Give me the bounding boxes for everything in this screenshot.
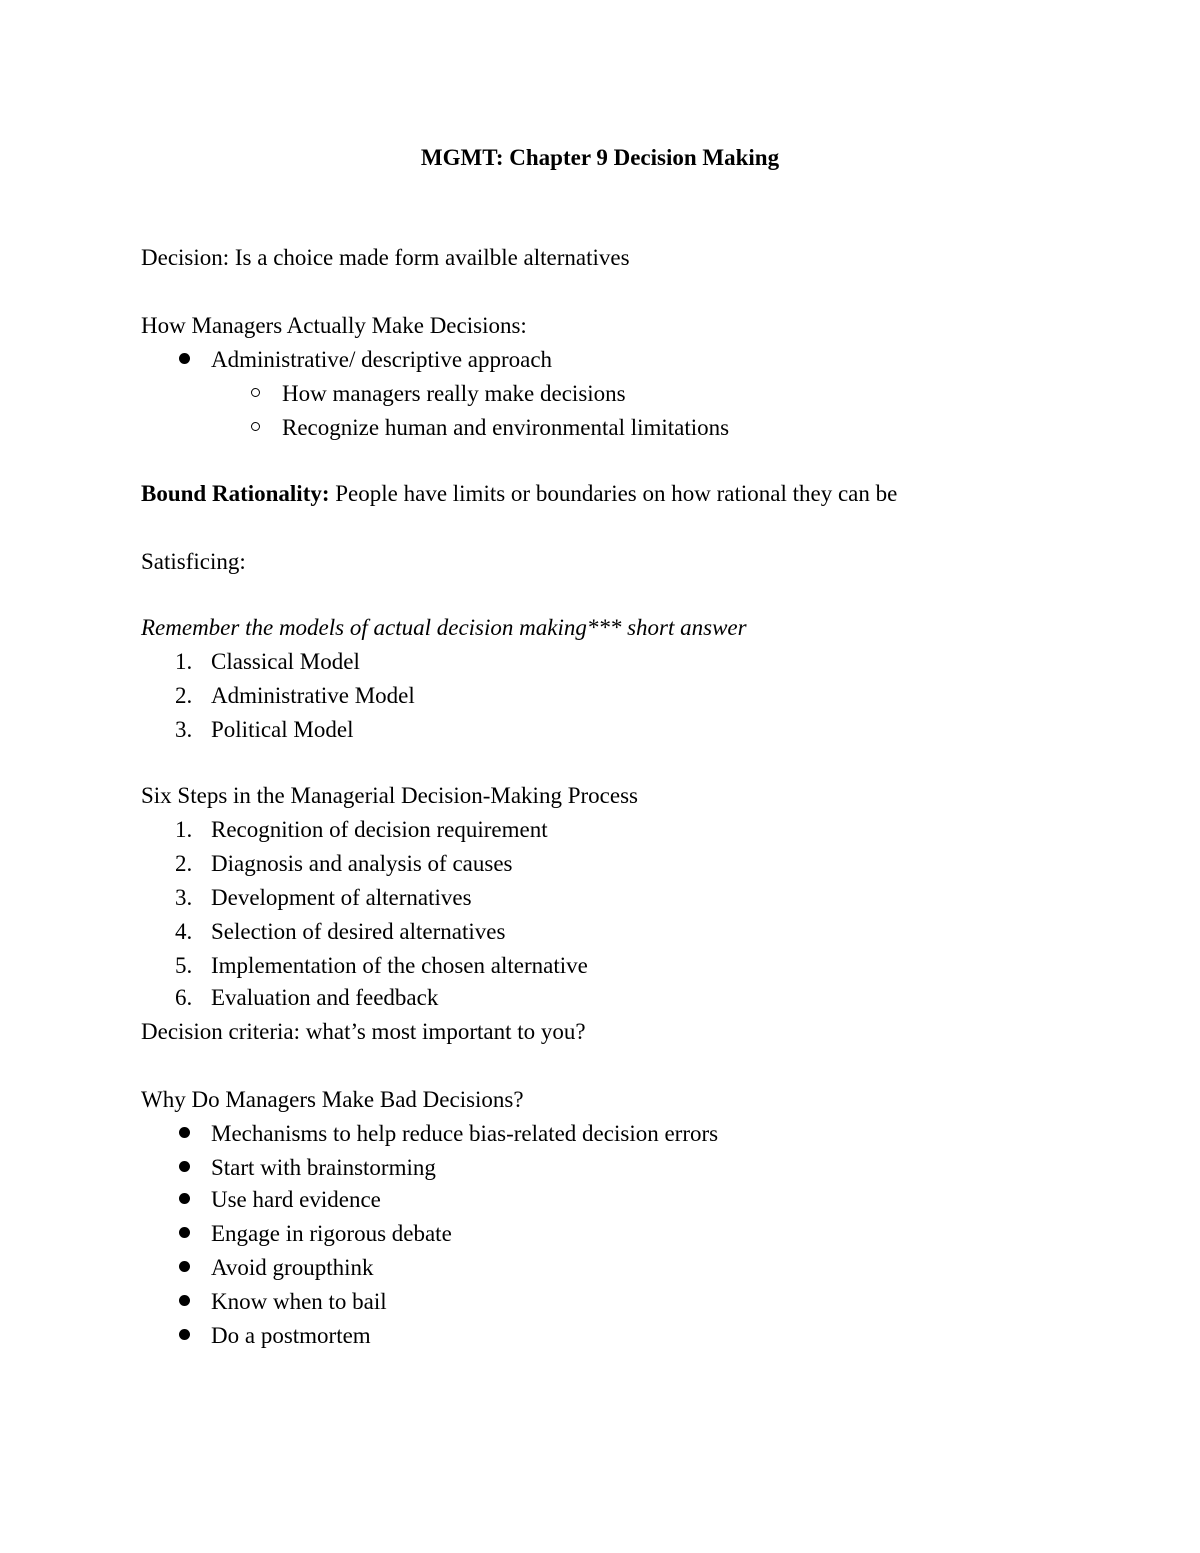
list-number: 4.	[175, 919, 193, 944]
bullet-dot-icon	[179, 1261, 190, 1272]
list-number: 1.	[175, 649, 193, 674]
list-item: Implementation of the chosen alternative	[211, 953, 588, 978]
bad-decisions-heading: Why Do Managers Make Bad Decisions?	[141, 1087, 524, 1112]
list-number: 5.	[175, 953, 193, 978]
list-item: Administrative/ descriptive approach	[211, 347, 553, 372]
list-number: 3.	[175, 717, 193, 742]
list-item: Political Model	[211, 717, 354, 742]
bound-rationality-definition: People have limits or boundaries on how rational they can be	[329, 481, 898, 506]
list-item: Administrative Model	[211, 683, 415, 708]
list-number: 2.	[175, 851, 193, 876]
satisficing-label: Satisficing:	[141, 549, 246, 574]
bullet-dot-icon	[179, 1227, 190, 1238]
bullet-dot-icon	[179, 1329, 190, 1340]
bullet-dot-icon	[179, 1127, 190, 1138]
list-item: Know when to bail	[211, 1289, 387, 1314]
list-item: Engage in rigorous debate	[211, 1221, 452, 1246]
bullet-circle-icon	[251, 388, 260, 397]
list-item: Recognition of decision requirement	[211, 817, 548, 842]
list-item: Selection of desired alternatives	[211, 919, 506, 944]
sub-list-item: How managers really make decisions	[282, 381, 626, 406]
list-item: Diagnosis and analysis of causes	[211, 851, 513, 876]
how-managers-heading: How Managers Actually Make Decisions:	[141, 313, 527, 338]
six-steps-heading: Six Steps in the Managerial Decision-Making Process	[141, 783, 638, 808]
bullet-dot-icon	[179, 353, 190, 364]
bullet-dot-icon	[179, 1161, 190, 1172]
bullet-dot-icon	[179, 1295, 190, 1306]
bound-rationality	[141, 480, 897, 508]
list-number: 1.	[175, 817, 193, 842]
bullet-dot-icon	[179, 1193, 190, 1204]
list-number: 3.	[175, 885, 193, 910]
decision-criteria: Decision criteria: what’s most important to you?	[141, 1019, 586, 1044]
list-item: Mechanisms to help reduce bias-related decision errors	[211, 1121, 719, 1146]
list-item: Start with brainstorming	[211, 1155, 436, 1180]
list-item: Classical Model	[211, 649, 360, 674]
list-item: Avoid groupthink	[211, 1255, 374, 1280]
list-number: 2.	[175, 683, 193, 708]
list-item: Development of alternatives	[211, 885, 472, 910]
list-item: Evaluation and feedback	[211, 985, 439, 1010]
list-item: Do a postmortem	[211, 1323, 371, 1348]
page-title: MGMT: Chapter 9 Decision Making	[420, 145, 780, 170]
decision-definition: Decision: Is a choice made form availble alternatives	[141, 245, 630, 270]
models-note: Remember the models of actual decision making*** short answer	[141, 615, 747, 640]
list-number: 6.	[175, 985, 193, 1010]
sub-list-item: Recognize human and environmental limitations	[282, 415, 730, 440]
bullet-circle-icon	[251, 422, 260, 431]
list-item: Use hard evidence	[211, 1187, 381, 1212]
bound-rationality-term: Bound Rationality:	[141, 481, 330, 506]
